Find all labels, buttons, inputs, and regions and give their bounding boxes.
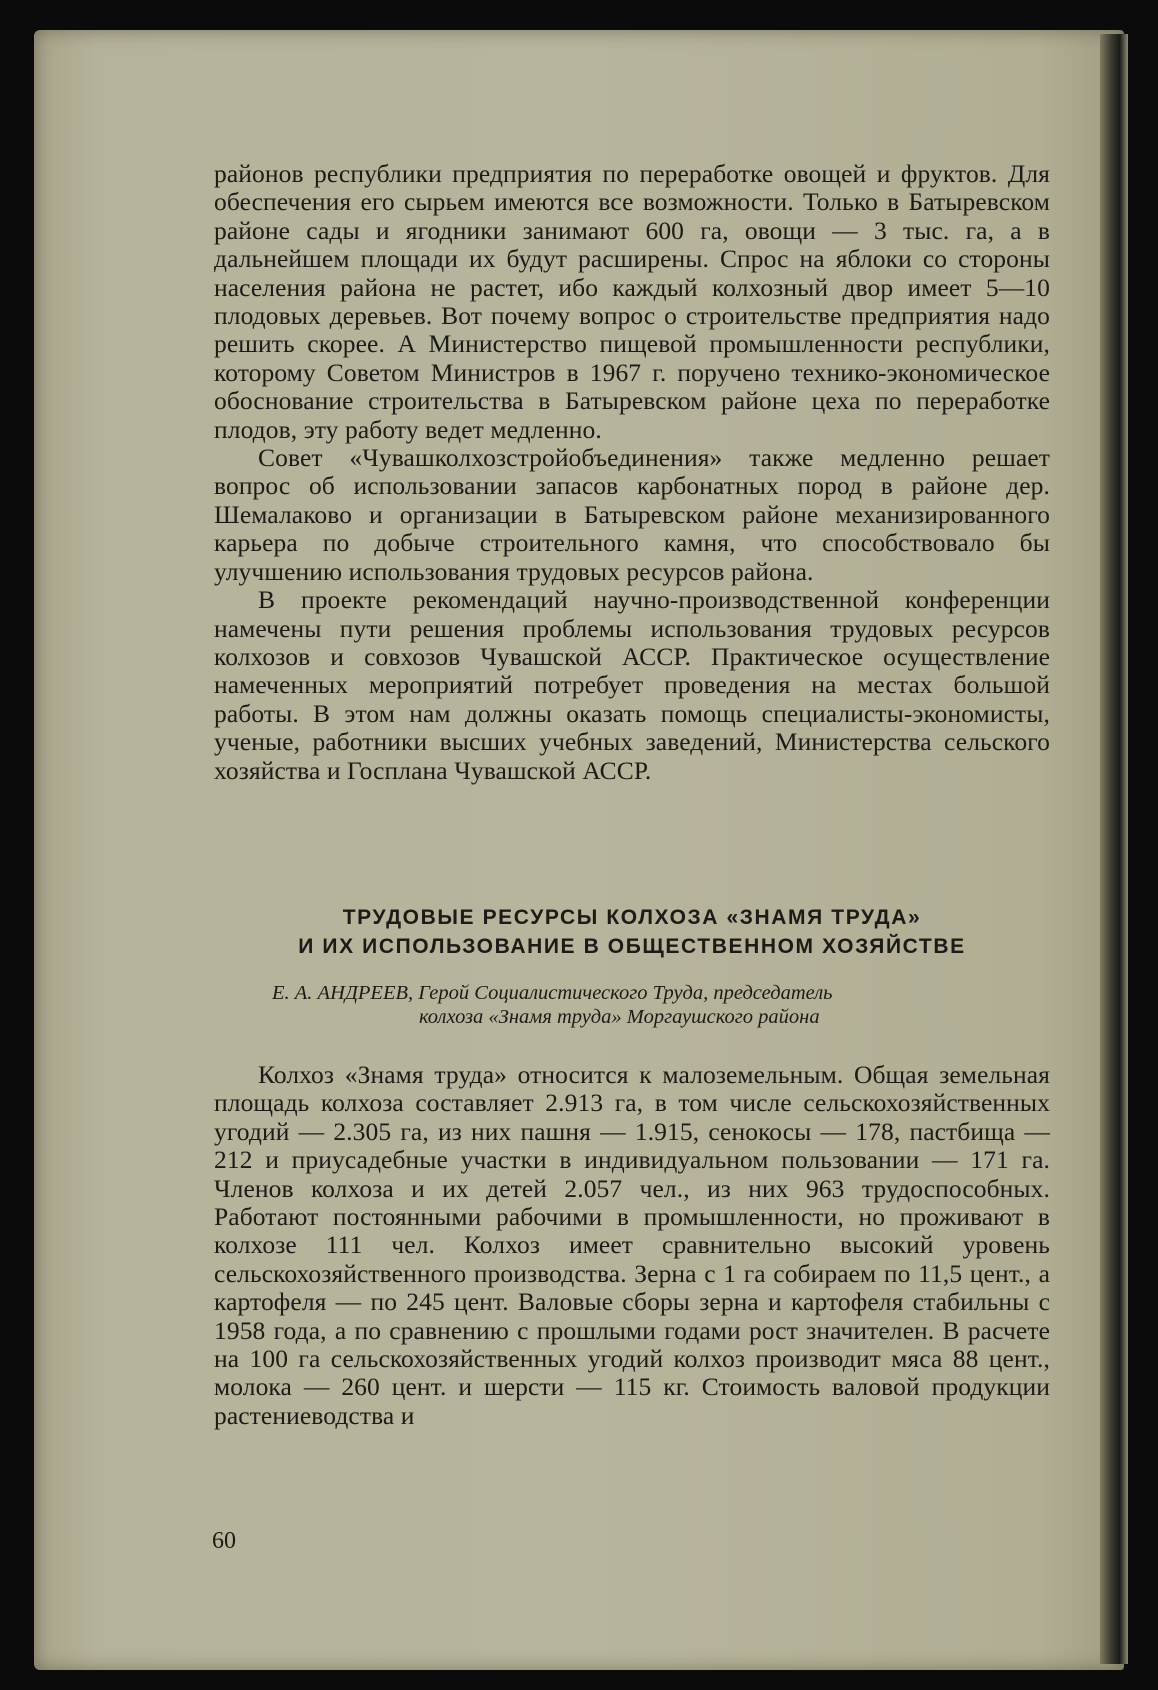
page-number: 60 [212, 1528, 236, 1554]
article-paragraph: Колхоз «Знамя труда» относится к малоземельным. Общая земельная площадь колхоза составляет 2.913 га, в том числе сельскохозяйственных угодий — 2.305 га, из них пашня — 1.915, сенокосы — 178, пастбища — 212 и приусадебные участки в индивидуальном пользовании — 171 га. Членов колхоза и их детей 2.057 чел., из них 963 трудоспособных. Работают постоянными рабочими в промышленности, но проживают в колхозе 111 чел. Колхоз имеет сравнительно высокий уровень сельскохозяйственного производства. Зерна с 1 га собираем по 11,5 цент., а картофеля — по 245 цент. Валовые сборы зерна и картофеля стабильны с 1958 года, а по сравнению с прошлыми годами рост значителен. В расчете на 100 га сельскохозяйственных угодий колхоз производит мяса 88 цент., молока — 260 цент. и шерсти — 115 кг. Стоимость валовой продукции растениеводства и [214, 1059, 1050, 1430]
author-line2: колхоза «Знамя труда» Моргаушского района [419, 1005, 820, 1028]
page-content [214, 160, 1050, 1430]
paragraph-council: Совет «Чувашколхозстройобъединения» также медленно решает вопрос об использовании запасов карбонатных пород в районе дер. Шемалаково и организации в Батыревском районе механизированного карьера по добыче строительного камня, что способствовало бы улучшению использования трудовых ресурсов района. [214, 443, 1050, 586]
paragraph-recommendations: В проекте рекомендаций научно-производственной конференции намечены пути решения проблемы использования трудовых ресурсов колхозов и совхозов Чувашской АССР. Практическое осуществление намеченных мероприятий потребует проведения на местах большой работы. В этом нам должны оказать помощь специалисты-экономисты, ученые, работники высших учебных заведений, Министерства сельского хозяйства и Госплана Чувашской АССР. [214, 585, 1050, 785]
book-gutter [1100, 34, 1128, 1664]
author-byline [214, 981, 1050, 1029]
section-title [214, 903, 1050, 961]
section-title-line2: И ИХ ИСПОЛЬЗОВАНИЕ В ОБЩЕСТВЕННОМ ХОЗЯЙСТВЕ [298, 934, 966, 958]
section-title-line1: ТРУДОВЫЕ РЕСУРСЫ КОЛХОЗА «ЗНАМЯ ТРУДА» [342, 905, 922, 929]
author-line1: Е. А. АНДРЕЕВ, Герой Социалистического Труда, председатель [272, 981, 833, 1004]
paragraph-continued: районов республики предприятия по переработке овощей и фруктов. Для обеспечения его сырьем имеются все возможности. Только в Батыревском районе сады и ягодники занимают 600 га, овощи — 3 тыс. га, а в дальнейшем площади их будут расширены. Спрос на яблоки со стороны населения района не растет, ибо каждый колхозный двор имеет 5—10 плодовых деревьев. Вот почему вопрос о строительстве предприятия надо решить скорее. А Министерство пищевой промышленности республики, которому Советом Министров в 1967 г. поручено технико-экономическое обоснование строительства в Батыревском районе цеха по переработке плодов, эту работу ведет медленно. [214, 159, 1050, 444]
